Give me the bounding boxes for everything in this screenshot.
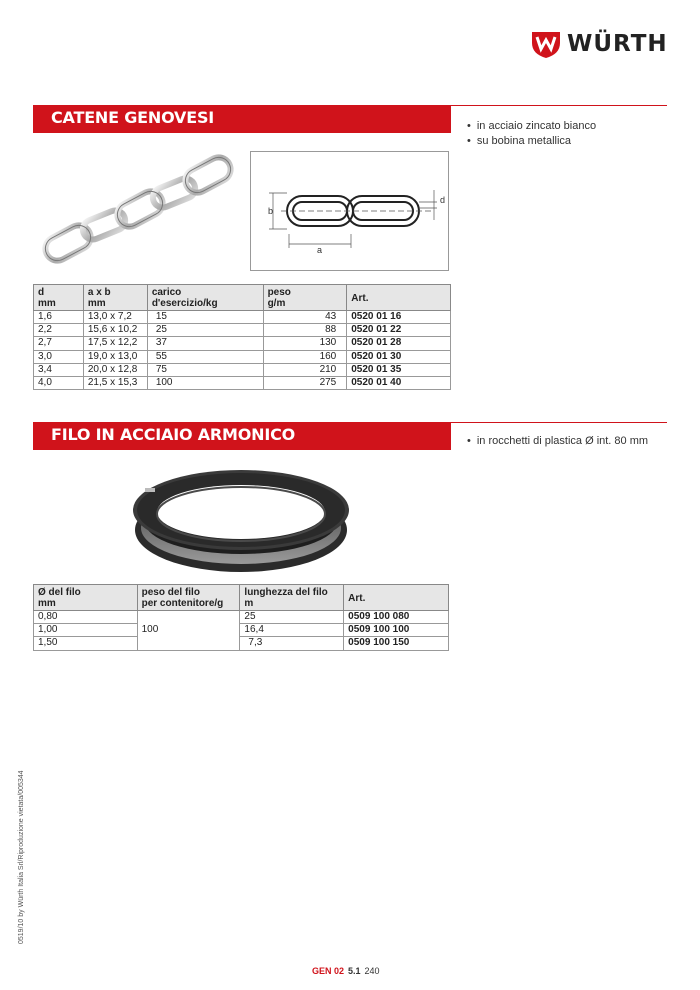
section-title: FILO IN ACCIAIO ARMONICO <box>51 425 296 444</box>
section-rule <box>451 422 667 423</box>
feature-list-filo <box>467 434 648 449</box>
cell-diameter: 3,4 <box>34 363 84 376</box>
copyright-note: 0519/10 by Würth Italia Srl/Riproduzione vietata/005344 <box>18 770 25 944</box>
cell-size: 17,5 x 12,2 <box>83 337 147 350</box>
col-header-weight: peso g/m <box>263 285 347 311</box>
cell-weight: 275 <box>263 376 347 389</box>
table-row <box>34 350 451 363</box>
table-header-row <box>34 285 451 311</box>
filo-spec-table <box>33 584 449 651</box>
cell-diameter: 2,7 <box>34 337 84 350</box>
section-header-catene <box>33 105 451 133</box>
cell-load: 100 <box>147 376 263 389</box>
cell-weight: 160 <box>263 350 347 363</box>
table-row <box>34 363 451 376</box>
cell-wire-length: 16,4 <box>240 624 344 637</box>
chain-dimension-drawing <box>251 152 448 270</box>
table-row <box>34 311 451 324</box>
cell-load: 75 <box>147 363 263 376</box>
cell-load: 37 <box>147 337 263 350</box>
table-row <box>34 376 451 389</box>
col-header-diameter: d mm <box>34 285 84 311</box>
col-header-article: Art. <box>347 285 451 311</box>
cell-article: 0509 100 100 <box>344 624 449 637</box>
col-header-wire-length: lunghezza del filo m <box>240 585 344 611</box>
feature-item: • su bobina metallica <box>467 134 596 149</box>
cell-size: 20,0 x 12,8 <box>83 363 147 376</box>
cell-weight: 210 <box>263 363 347 376</box>
dim-label-b: b <box>268 206 274 216</box>
cell-weight: 88 <box>263 324 347 337</box>
cell-article: 0520 01 22 <box>347 324 451 337</box>
catalog-code: GEN 02 <box>312 966 345 976</box>
cell-article: 0520 01 40 <box>347 376 451 389</box>
table-row <box>34 337 451 350</box>
cell-article: 0520 01 16 <box>347 311 451 324</box>
cell-diameter: 4,0 <box>34 376 84 389</box>
cell-size: 19,0 x 13,0 <box>83 350 147 363</box>
cell-size: 21,5 x 15,3 <box>83 376 147 389</box>
cell-diameter: 2,2 <box>34 324 84 337</box>
cell-article: 0509 100 080 <box>344 611 449 624</box>
cell-wire-weight: 100 <box>137 611 240 651</box>
cell-size: 15,6 x 10,2 <box>83 324 147 337</box>
feature-item: • in rocchetti di plastica Ø int. 80 mm <box>467 434 648 449</box>
cell-wire-diameter: 1,00 <box>34 624 138 637</box>
section-header-filo <box>33 422 451 450</box>
cell-wire-diameter: 1,50 <box>34 637 138 650</box>
cell-wire-diameter: 0,80 <box>34 611 138 624</box>
feature-list-catene <box>467 119 596 149</box>
chain-technical-drawing <box>250 151 449 271</box>
cell-diameter: 3,0 <box>34 350 84 363</box>
cell-size: 13,0 x 7,2 <box>83 311 147 324</box>
table-row <box>34 611 449 624</box>
cell-wire-length: 7,3 <box>240 637 344 650</box>
wire-spool-photo <box>125 458 360 578</box>
brand-name: WÜRTH <box>567 31 668 57</box>
section-title: CATENE GENOVESI <box>51 108 215 127</box>
cell-load: 55 <box>147 350 263 363</box>
table-row <box>34 637 449 650</box>
col-header-article: Art. <box>344 585 449 611</box>
wurth-logo-icon <box>531 29 561 59</box>
cell-wire-length: 25 <box>240 611 344 624</box>
table-row <box>34 624 449 637</box>
section-rule <box>451 105 667 106</box>
cell-load: 25 <box>147 324 263 337</box>
cell-article: 0520 01 35 <box>347 363 451 376</box>
dim-label-a: a <box>317 245 323 255</box>
chain-photo <box>38 145 238 270</box>
page-footer <box>312 966 380 976</box>
cell-article: 0520 01 30 <box>347 350 451 363</box>
cell-load: 15 <box>147 311 263 324</box>
wurth-logo <box>531 27 668 61</box>
col-header-wire-weight: peso del filo per contenitore/g <box>137 585 240 611</box>
cell-weight: 43 <box>263 311 347 324</box>
cell-diameter: 1,6 <box>34 311 84 324</box>
page-number: 240 <box>364 966 380 976</box>
catene-spec-table <box>33 284 451 390</box>
table-row <box>34 324 451 337</box>
col-header-size: a x b mm <box>83 285 147 311</box>
cell-article: 0509 100 150 <box>344 637 449 650</box>
feature-item: • in acciaio zincato bianco <box>467 119 596 134</box>
section-number: 5.1 <box>348 966 361 976</box>
col-header-load: carico d'esercizio/kg <box>147 285 263 311</box>
cell-weight: 130 <box>263 337 347 350</box>
table-header-row <box>34 585 449 611</box>
col-header-wire-diameter: Ø del filo mm <box>34 585 138 611</box>
dim-label-d: d <box>440 195 446 205</box>
cell-article: 0520 01 28 <box>347 337 451 350</box>
